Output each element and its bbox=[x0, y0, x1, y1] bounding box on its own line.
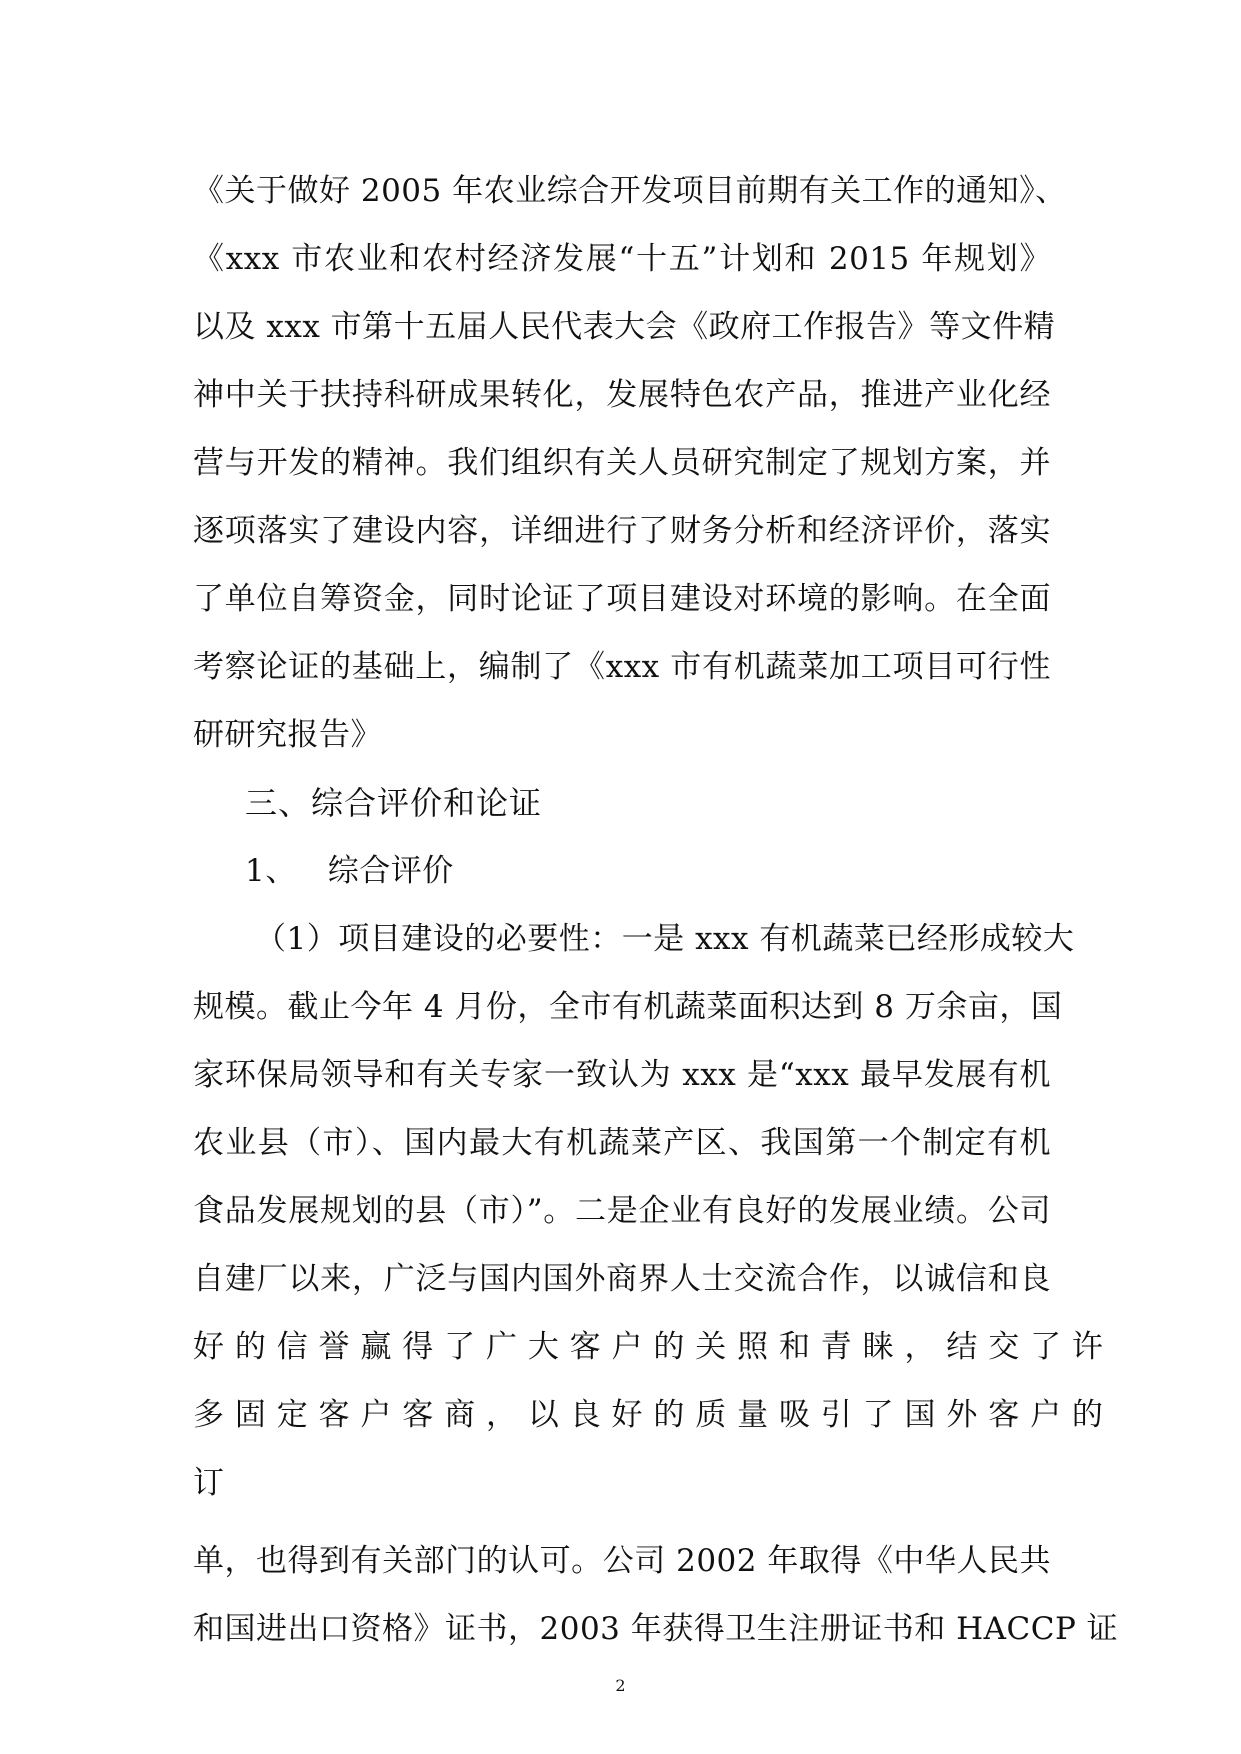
text-line: 研研究报告》 bbox=[193, 717, 382, 753]
text-line: 以及 xxx 市第十五届人民代表大会《政府工作报告》等文件精 bbox=[193, 309, 1056, 345]
text-line: 营与开发的精神。我们组织有关人员研究制定了规划方案，并 bbox=[193, 445, 1051, 481]
text-line: 好 的 信 誉 赢 得 了 广 大 客 户 的 关 照 和 青 睐 ， 结 交 了 许 bbox=[193, 1329, 1104, 1365]
text-line: 和国进出口资格》证书，2003 年获得卫生注册证书和 HACCP 证 bbox=[193, 1611, 1119, 1647]
section-heading: 三、综合评价和论证 bbox=[245, 784, 543, 822]
text-line: 订 bbox=[193, 1465, 225, 1501]
text-line: 规模。截止今年 4 月份，全市有机蔬菜面积达到 8 万余亩，国 bbox=[193, 989, 1063, 1025]
text-line: 农业县（市）、国内最大有机蔬菜产区、我国第一个制定有机 bbox=[193, 1125, 1051, 1161]
text-line: 食品发展规划的县（市）”。二是企业有良好的发展业绩。公司 bbox=[193, 1193, 1051, 1229]
text-line: 神中关于扶持科研成果转化，发展特色农产品，推进产业化经 bbox=[193, 377, 1051, 413]
text-line: 自建厂以来，广泛与国内国外商界人士交流合作，以诚信和良 bbox=[193, 1261, 1051, 1297]
text-line: 《xxx 市农业和农村经济发展“十五”计划和 2015 年规划》 bbox=[193, 241, 1051, 277]
text-line: 单，也得到有关部门的认可。公司 2002 年取得《中华人民共 bbox=[193, 1543, 1051, 1579]
text-line: （1）项目建设的必要性：一是 xxx 有机蔬菜已经形成较大 bbox=[255, 921, 1075, 957]
page-number: 2 bbox=[615, 1676, 626, 1695]
text-line: 逐项落实了建设内容，详细进行了财务分析和经济评价，落实 bbox=[193, 513, 1051, 549]
text-line: 了单位自筹资金，同时论证了项目建设对环境的影响。在全面 bbox=[193, 581, 1051, 617]
text-line: 考察论证的基础上，编制了《xxx 市有机蔬菜加工项目可行性 bbox=[193, 649, 1051, 685]
text-line: 家环保局领导和有关专家一致认为 xxx 是“xxx 最早发展有机 bbox=[193, 1057, 1051, 1093]
text-line: 《关于做好 2005 年农业综合开发项目前期有关工作的通知》、 bbox=[193, 173, 1067, 209]
subsection-heading: 1、 综合评价 bbox=[245, 853, 454, 889]
text-line: 多 固 定 客 户 客 商 ， 以 良 好 的 质 量 吸 引 了 国 外 客 户 的 bbox=[193, 1397, 1104, 1433]
